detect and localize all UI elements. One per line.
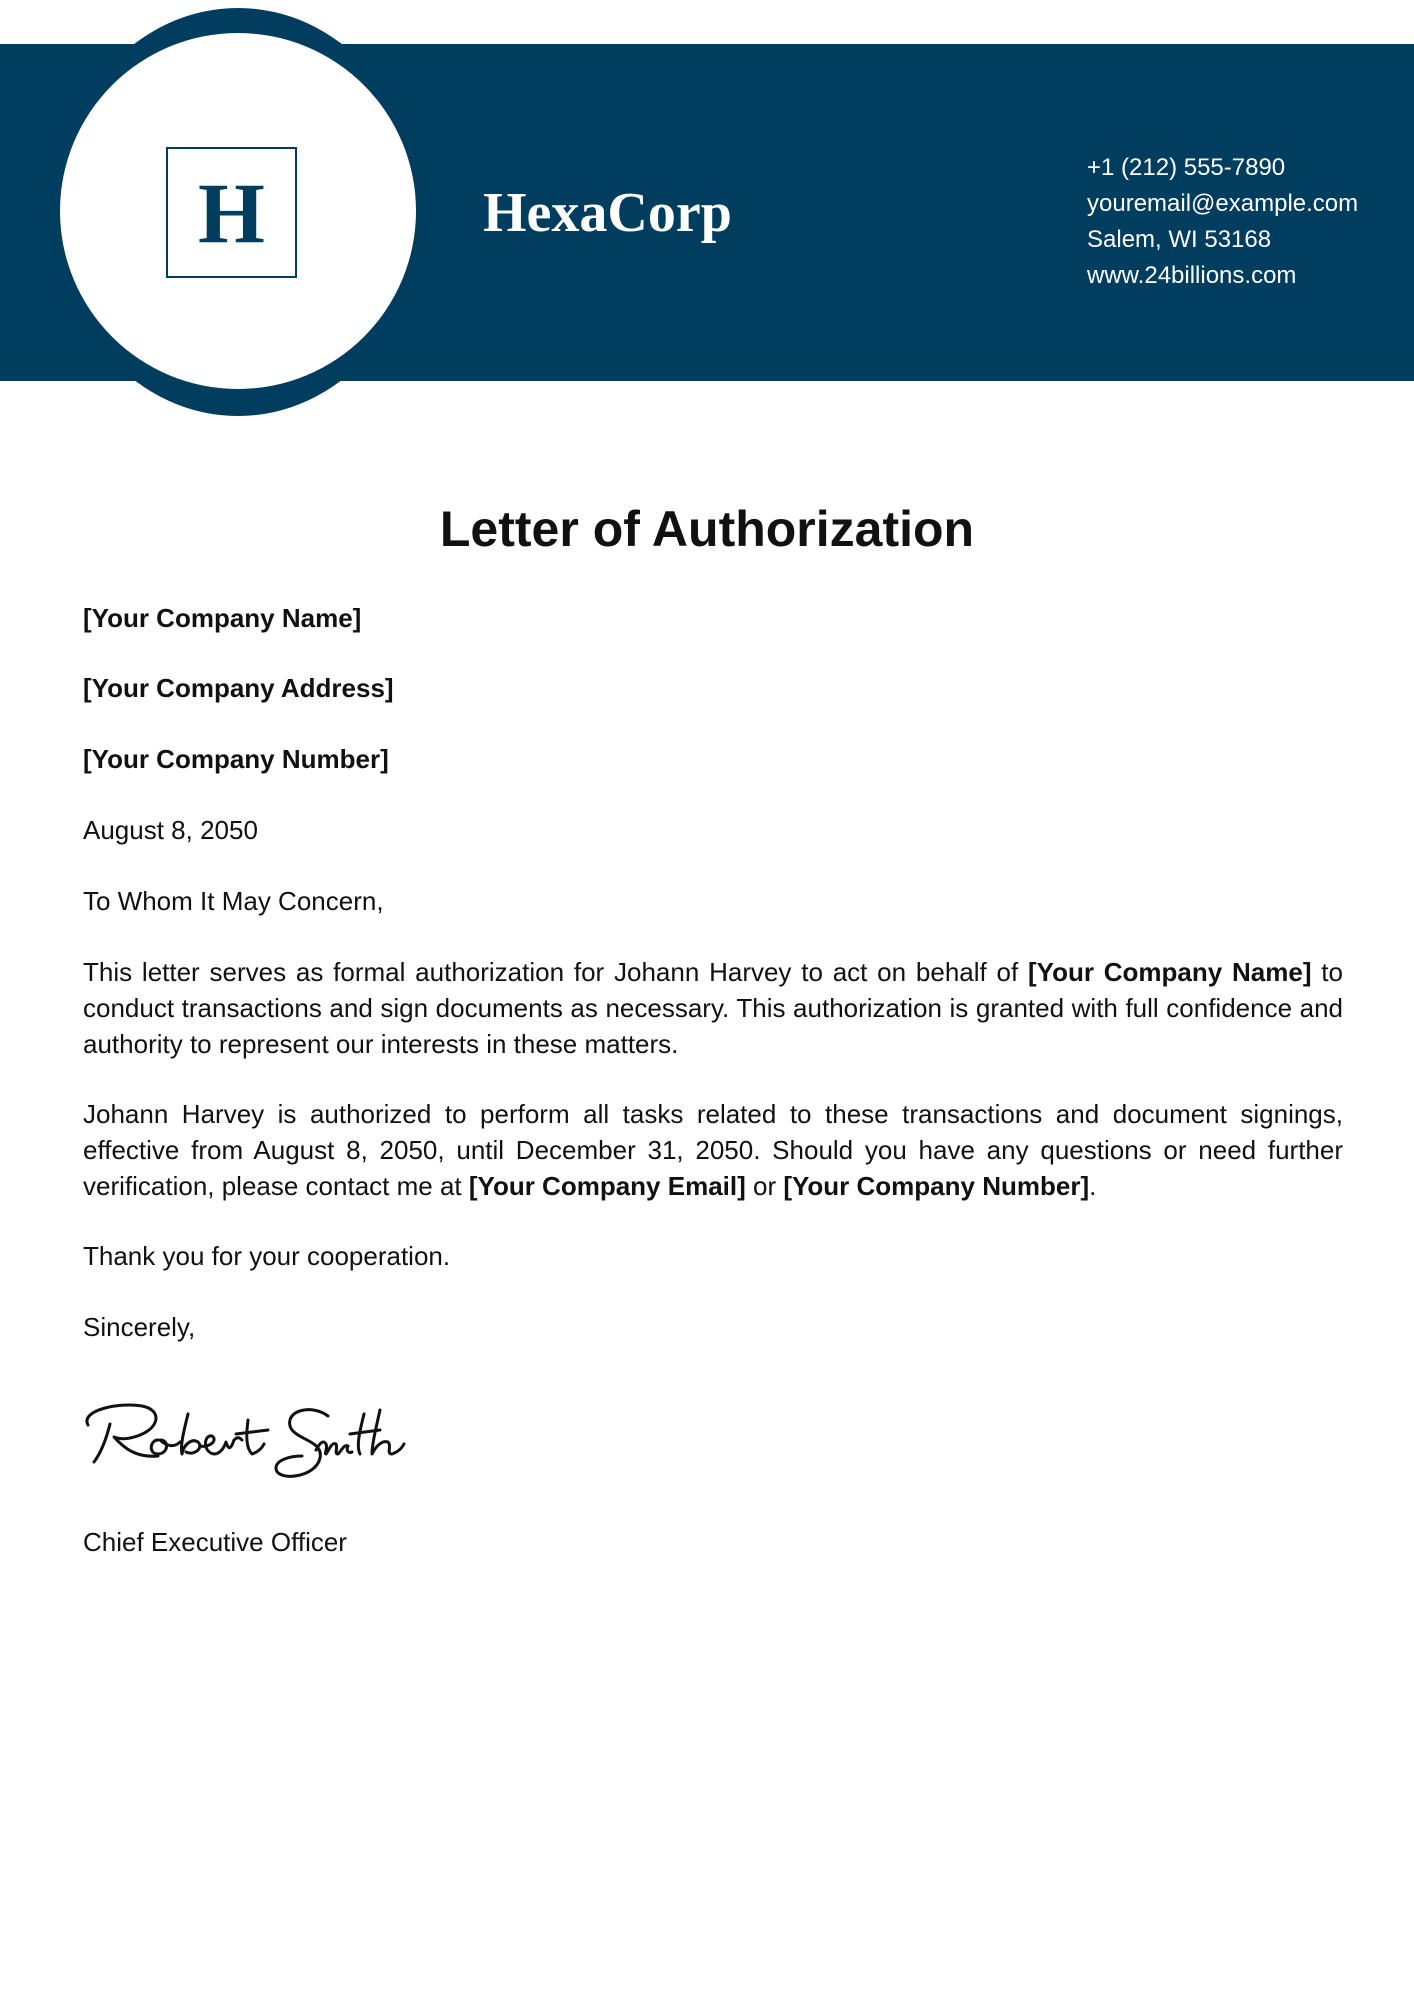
company-number-inline: [Your Company Number] bbox=[783, 1171, 1090, 1201]
company-name-placeholder: [Your Company Name] bbox=[83, 603, 362, 633]
signer-title: Chief Executive Officer bbox=[83, 1527, 347, 1557]
paragraph-text: Johann Harvey is authorized to perform all tasks related to these transactions and document signings, effective from August 8, 2050, until December 31, 2050. Should you have any questions or need further verification, please contact me at bbox=[83, 1099, 1343, 1201]
signature-image bbox=[80, 1390, 410, 1490]
paragraph-text: . bbox=[1089, 1171, 1097, 1201]
thanks-line: Thank you for your cooperation. bbox=[83, 1241, 451, 1271]
company-name: HexaCorp bbox=[483, 182, 732, 244]
paragraph-text: This letter serves as formal authorization for Johann Harvey to act on behalf of bbox=[83, 957, 1029, 987]
letter-title: Letter of Authorization bbox=[439, 501, 975, 557]
paragraph-authorization bbox=[83, 954, 1343, 1062]
company-number-placeholder: [Your Company Number] bbox=[83, 744, 389, 774]
paragraph-text: to conduct transactions and sign documents as necessary. This authorization is granted with full confidence and authority to represent our interests in these matters. bbox=[83, 957, 1343, 1059]
contact-website: www.24billions.com bbox=[1087, 262, 1297, 289]
salutation: To Whom It May Concern, bbox=[83, 886, 384, 916]
contact-email: youremail@example.com bbox=[1087, 190, 1359, 217]
letter-date: August 8, 2050 bbox=[83, 815, 258, 845]
contact-block bbox=[1087, 150, 1358, 294]
contact-phone: +1 (212) 555-7890 bbox=[1087, 154, 1286, 181]
closing-line: Sincerely, bbox=[83, 1312, 196, 1342]
logo-letter: H bbox=[198, 164, 265, 261]
paragraph-text: or bbox=[745, 1171, 784, 1201]
paragraph-scope bbox=[83, 1096, 1343, 1204]
contact-address: Salem, WI 53168 bbox=[1087, 226, 1272, 253]
company-address-placeholder: [Your Company Address] bbox=[83, 673, 394, 703]
logo-mark bbox=[166, 147, 297, 278]
company-email-inline: [Your Company Email] bbox=[468, 1171, 746, 1201]
company-name-inline: [Your Company Name] bbox=[1028, 957, 1312, 987]
